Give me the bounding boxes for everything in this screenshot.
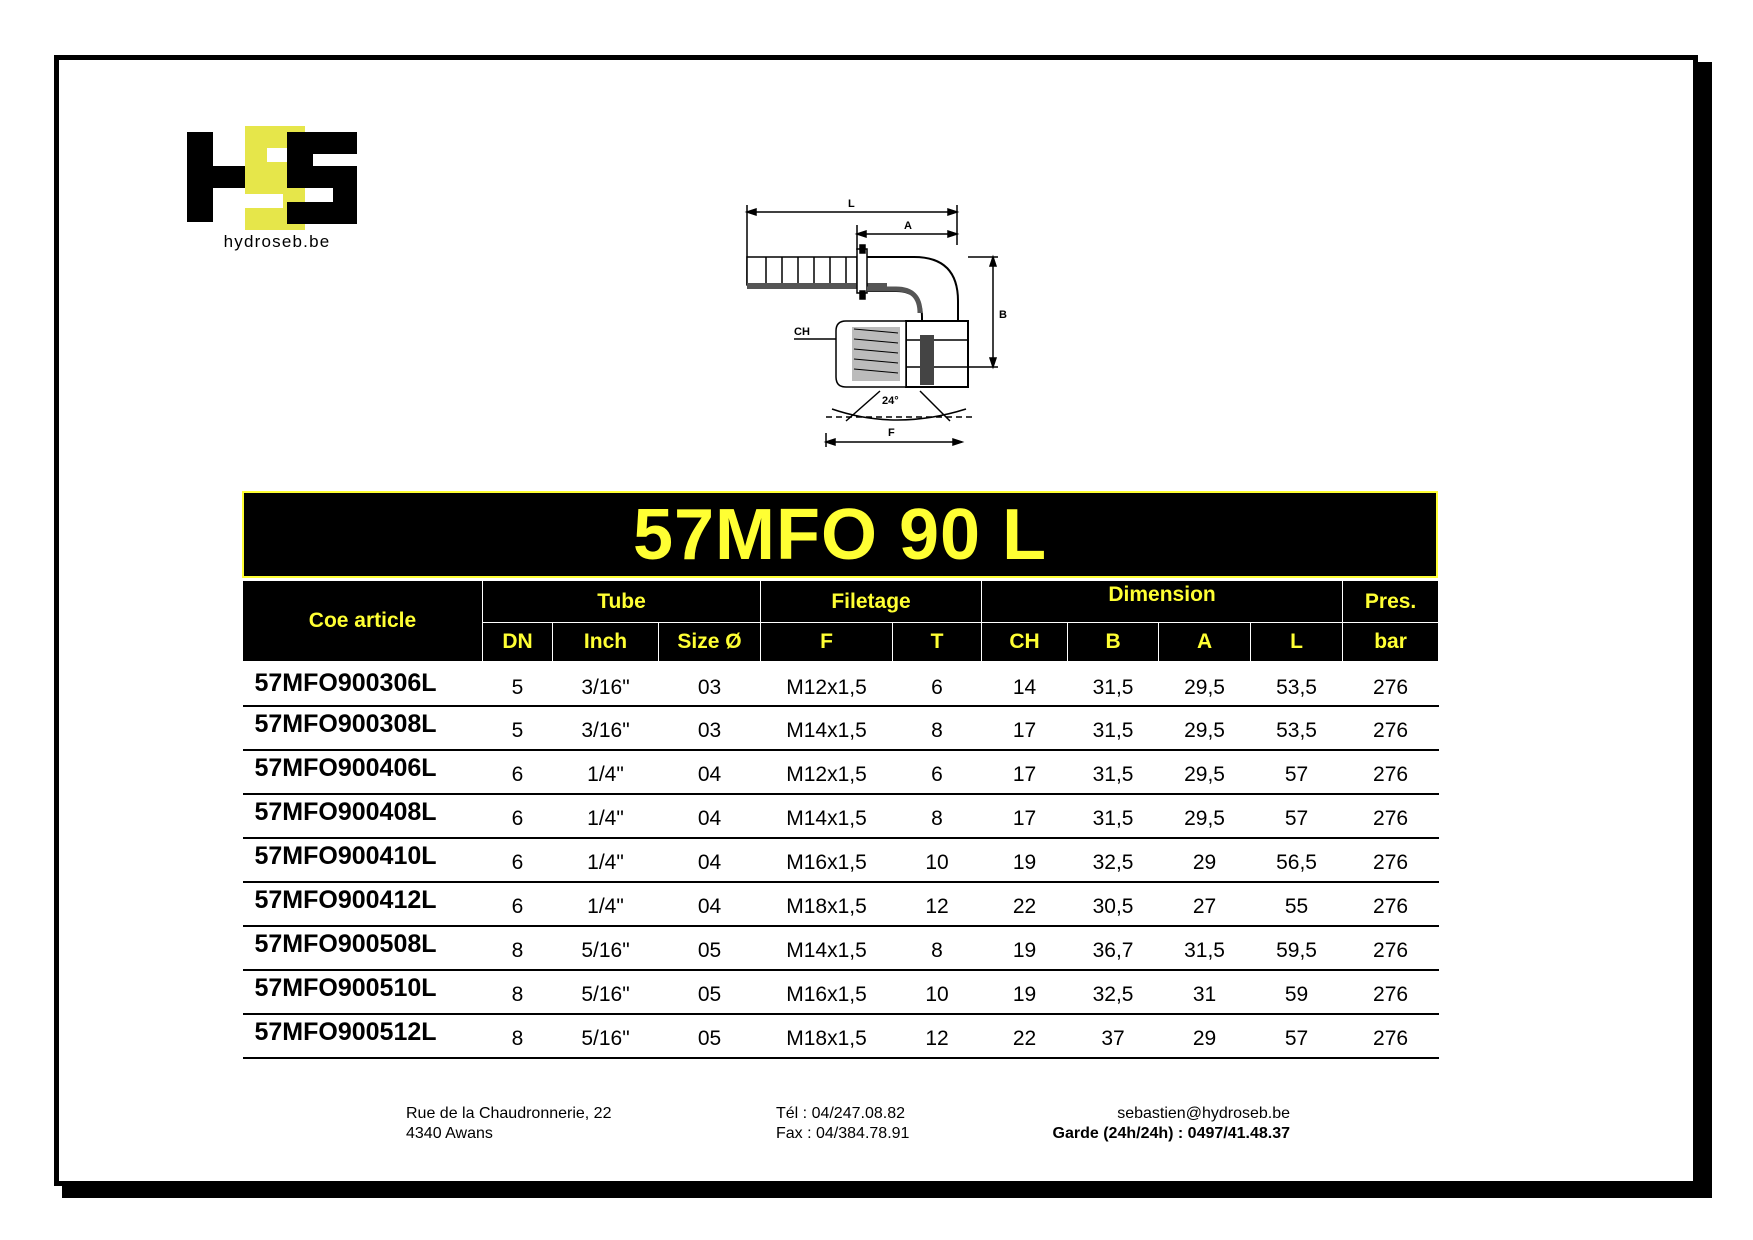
cell-inch: 5/16"	[553, 970, 659, 1014]
cell-size: 03	[659, 662, 761, 706]
address-line2: 4340 Awans	[406, 1125, 493, 1142]
header-b: B	[1068, 623, 1159, 662]
cell-l: 53,5	[1251, 662, 1343, 706]
cell-l: 57	[1251, 794, 1343, 838]
cell-code: 57MFO900306L	[243, 662, 483, 706]
cell-f: M18x1,5	[761, 882, 893, 926]
footer-contact	[1010, 1104, 1290, 1144]
cell-size: 03	[659, 706, 761, 750]
cell-ch: 19	[982, 970, 1068, 1014]
email-link[interactable]: sebastien@hydroseb.be	[1117, 1105, 1290, 1122]
fitting-technical-drawing	[736, 195, 1056, 485]
cell-bar: 276	[1343, 750, 1439, 794]
tel-line: Tél : 04/247.08.82	[776, 1105, 905, 1122]
header-tube: Tube	[483, 581, 761, 623]
cell-size: 05	[659, 1014, 761, 1058]
cell-b: 30,5	[1068, 882, 1159, 926]
header-ch: CH	[982, 623, 1068, 662]
cell-inch: 3/16"	[553, 662, 659, 706]
table-row	[243, 794, 1439, 838]
cell-dn: 8	[483, 970, 553, 1014]
cell-b: 37	[1068, 1014, 1159, 1058]
cell-l: 59	[1251, 970, 1343, 1014]
cell-bar: 276	[1343, 706, 1439, 750]
cell-a: 29,5	[1159, 750, 1251, 794]
hs-logo-mark	[187, 126, 367, 230]
cell-dn: 8	[483, 1014, 553, 1058]
logo-text: hydroseb.be	[223, 232, 331, 251]
cell-bar: 276	[1343, 662, 1439, 706]
header-f: F	[761, 623, 893, 662]
cell-bar: 276	[1343, 838, 1439, 882]
cell-b: 32,5	[1068, 838, 1159, 882]
header-filetage: Filetage	[761, 581, 982, 623]
table-row	[243, 926, 1439, 970]
cell-f: M14x1,5	[761, 706, 893, 750]
cell-a: 29	[1159, 838, 1251, 882]
cell-t: 6	[893, 662, 982, 706]
cell-bar: 276	[1343, 1014, 1439, 1058]
cell-ch: 22	[982, 882, 1068, 926]
address-line1: Rue de la Chaudronnerie, 22	[406, 1105, 612, 1122]
cell-t: 10	[893, 970, 982, 1014]
cell-t: 6	[893, 750, 982, 794]
table-row	[243, 706, 1439, 750]
cell-f: M14x1,5	[761, 926, 893, 970]
cell-dn: 6	[483, 794, 553, 838]
cell-inch: 3/16"	[553, 706, 659, 750]
cell-t: 8	[893, 794, 982, 838]
fax-line: Fax : 04/384.78.91	[776, 1125, 910, 1142]
cell-inch: 5/16"	[553, 926, 659, 970]
cell-a: 29,5	[1159, 794, 1251, 838]
header-row-groups	[243, 581, 1439, 623]
table-row	[243, 970, 1439, 1014]
cell-inch: 1/4"	[553, 838, 659, 882]
cell-l: 57	[1251, 1014, 1343, 1058]
header-code: Coe article	[243, 581, 483, 662]
cell-size: 04	[659, 750, 761, 794]
cell-inch: 5/16"	[553, 1014, 659, 1058]
cell-f: M16x1,5	[761, 970, 893, 1014]
cell-dn: 8	[483, 926, 553, 970]
cell-code: 57MFO900408L	[243, 794, 483, 838]
cell-b: 31,5	[1068, 662, 1159, 706]
cell-dn: 6	[483, 750, 553, 794]
cell-dn: 5	[483, 706, 553, 750]
cell-code: 57MFO900510L	[243, 970, 483, 1014]
cell-t: 8	[893, 926, 982, 970]
cell-ch: 17	[982, 750, 1068, 794]
cell-a: 27	[1159, 882, 1251, 926]
cell-b: 36,7	[1068, 926, 1159, 970]
cell-f: M18x1,5	[761, 1014, 893, 1058]
cell-dn: 5	[483, 662, 553, 706]
cell-size: 04	[659, 882, 761, 926]
cell-ch: 19	[982, 926, 1068, 970]
cell-b: 31,5	[1068, 750, 1159, 794]
cell-l: 57	[1251, 750, 1343, 794]
cell-bar: 276	[1343, 926, 1439, 970]
product-title: 57MFO 90 L	[632, 494, 1048, 575]
cell-a: 29,5	[1159, 662, 1251, 706]
cell-inch: 1/4"	[553, 750, 659, 794]
angle-label: 24°	[882, 395, 899, 407]
cell-inch: 1/4"	[553, 794, 659, 838]
header-t: T	[893, 623, 982, 662]
cell-a: 31,5	[1159, 926, 1251, 970]
spec-table-body	[243, 662, 1439, 1058]
header-size: Size Ø	[659, 623, 761, 662]
cell-t: 8	[893, 706, 982, 750]
header-dimension: Dimension	[982, 581, 1343, 623]
cell-ch: 17	[982, 706, 1068, 750]
spec-table	[242, 580, 1439, 1059]
cell-dn: 6	[483, 882, 553, 926]
cell-bar: 276	[1343, 970, 1439, 1014]
cell-code: 57MFO900410L	[243, 838, 483, 882]
cell-a: 29,5	[1159, 706, 1251, 750]
cell-b: 32,5	[1068, 970, 1159, 1014]
dim-label-A: A	[904, 220, 912, 232]
dim-label-CH: CH	[794, 326, 810, 338]
cell-size: 04	[659, 794, 761, 838]
cell-size: 05	[659, 970, 761, 1014]
cell-size: 05	[659, 926, 761, 970]
cell-code: 57MFO900512L	[243, 1014, 483, 1058]
cell-inch: 1/4"	[553, 882, 659, 926]
cell-t: 10	[893, 838, 982, 882]
hydroseb-logo	[187, 126, 367, 258]
footer-phone	[776, 1104, 909, 1144]
dim-label-F: F	[888, 427, 895, 439]
cell-l: 59,5	[1251, 926, 1343, 970]
cell-bar: 276	[1343, 882, 1439, 926]
header-pres: Pres.	[1343, 581, 1439, 623]
dim-label-B: B	[999, 309, 1007, 321]
cell-l: 55	[1251, 882, 1343, 926]
cell-t: 12	[893, 882, 982, 926]
cell-f: M16x1,5	[761, 838, 893, 882]
cell-code: 57MFO900412L	[243, 882, 483, 926]
header-a: A	[1159, 623, 1251, 662]
cell-b: 31,5	[1068, 706, 1159, 750]
cell-ch: 17	[982, 794, 1068, 838]
cell-bar: 276	[1343, 794, 1439, 838]
garde-line: Garde (24h/24h) : 0497/41.48.37	[1052, 1125, 1290, 1142]
table-row	[243, 750, 1439, 794]
cell-f: M14x1,5	[761, 794, 893, 838]
table-row	[243, 1014, 1439, 1058]
cell-f: M12x1,5	[761, 662, 893, 706]
table-row	[243, 662, 1439, 706]
table-row	[243, 838, 1439, 882]
cell-l: 56,5	[1251, 838, 1343, 882]
cell-code: 57MFO900406L	[243, 750, 483, 794]
product-title-bar	[242, 491, 1438, 578]
cell-t: 12	[893, 1014, 982, 1058]
cell-ch: 22	[982, 1014, 1068, 1058]
cell-code: 57MFO900308L	[243, 706, 483, 750]
cell-ch: 19	[982, 838, 1068, 882]
cell-size: 04	[659, 838, 761, 882]
cell-l: 53,5	[1251, 706, 1343, 750]
header-l: L	[1251, 623, 1343, 662]
cell-b: 31,5	[1068, 794, 1159, 838]
header-inch: Inch	[553, 623, 659, 662]
cell-ch: 14	[982, 662, 1068, 706]
cell-code: 57MFO900508L	[243, 926, 483, 970]
header-dn: DN	[483, 623, 553, 662]
cell-dn: 6	[483, 838, 553, 882]
header-bar: bar	[1343, 623, 1439, 662]
footer-address	[406, 1104, 611, 1144]
cell-a: 31	[1159, 970, 1251, 1014]
table-row	[243, 882, 1439, 926]
dim-label-L: L	[848, 198, 855, 210]
cell-a: 29	[1159, 1014, 1251, 1058]
cell-f: M12x1,5	[761, 750, 893, 794]
